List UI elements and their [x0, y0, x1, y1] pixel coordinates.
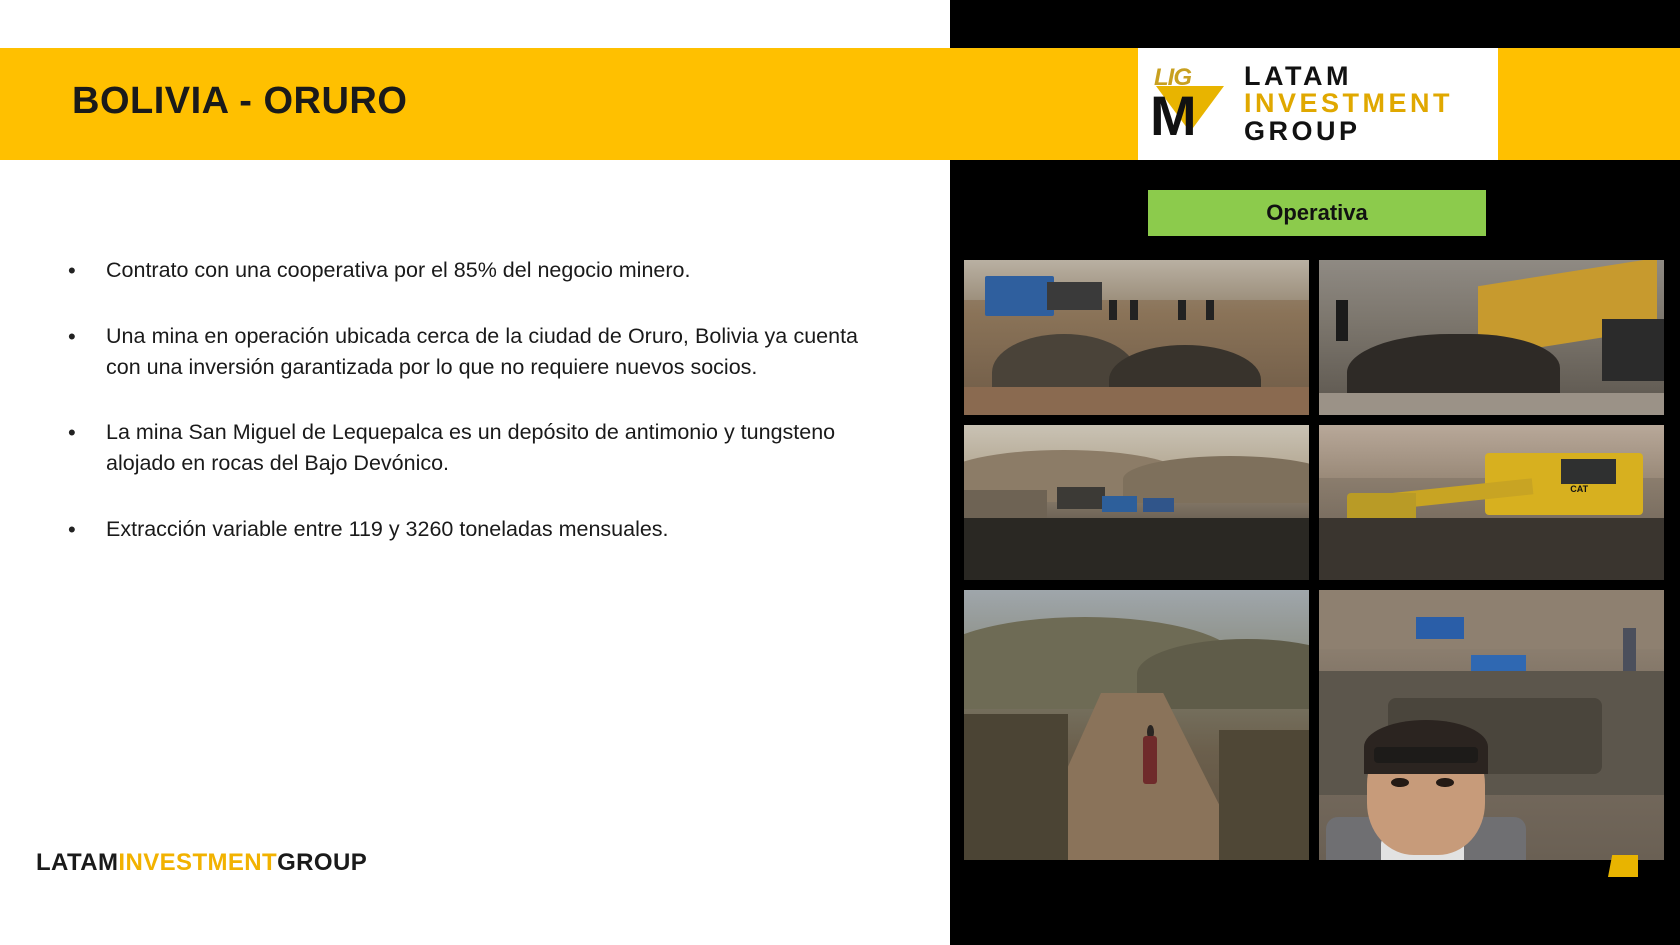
footer-group: GROUP: [277, 849, 368, 876]
footer-wordmark: [36, 849, 367, 877]
list-item: [68, 321, 858, 383]
photo-cat-loader: CAT: [1319, 425, 1664, 580]
company-logo: [1138, 48, 1498, 160]
list-item: [68, 417, 858, 479]
logo-wordmark: [1244, 60, 1454, 146]
bullet-marker: •: [68, 420, 76, 446]
bullet-text: Extracción variable entre 119 y 3260 toneladas mensuales.: [106, 516, 669, 541]
photo-dirt-road-person: [964, 590, 1309, 860]
logo-line-group: GROUP: [1244, 115, 1361, 146]
status-badge: Operativa: [1148, 190, 1486, 236]
bullet-marker: •: [68, 323, 76, 349]
logo-line-investment: INVESTMENT: [1244, 88, 1454, 119]
photo-dump-truck-unloading: [1319, 260, 1664, 415]
bullet-marker: •: [68, 258, 76, 283]
logo-mark-icon: [1148, 58, 1234, 150]
list-item: [68, 514, 858, 546]
bullet-list: [68, 255, 858, 579]
bullet-text: La mina San Miguel de Lequepalca es un depósito de antimonio y tungsteno alojado en rocas del Bajo Devónico.: [106, 420, 836, 476]
list-item: [68, 255, 858, 287]
bullet-marker: •: [68, 516, 76, 542]
footer-latam: LATAM: [36, 849, 119, 876]
bullet-text: Contrato con una cooperativa por el 85% del negocio minero.: [106, 258, 691, 282]
photo-grid: [964, 260, 1664, 860]
footer-investment: INVESTMENT: [118, 849, 278, 876]
bullet-text: Una mina en operación ubicada cerca de la ciudad de Oruro, Bolivia ya cuenta con una inversión garantizada por lo que no requiere nuevos socios.: [106, 323, 858, 380]
photo-selfie-open-pit: [1319, 590, 1664, 860]
logo-line-latam: LATAM: [1244, 60, 1352, 91]
page-title: BOLIVIA - ORURO: [72, 80, 408, 122]
logo-m-letter: M: [1150, 84, 1193, 147]
corner-mark-icon: [1608, 855, 1638, 877]
photo-mine-camp-shed: [964, 425, 1309, 580]
logo-mark-text: LIG: [1154, 64, 1191, 91]
photo-blue-truck-ore-piles: [964, 260, 1309, 415]
